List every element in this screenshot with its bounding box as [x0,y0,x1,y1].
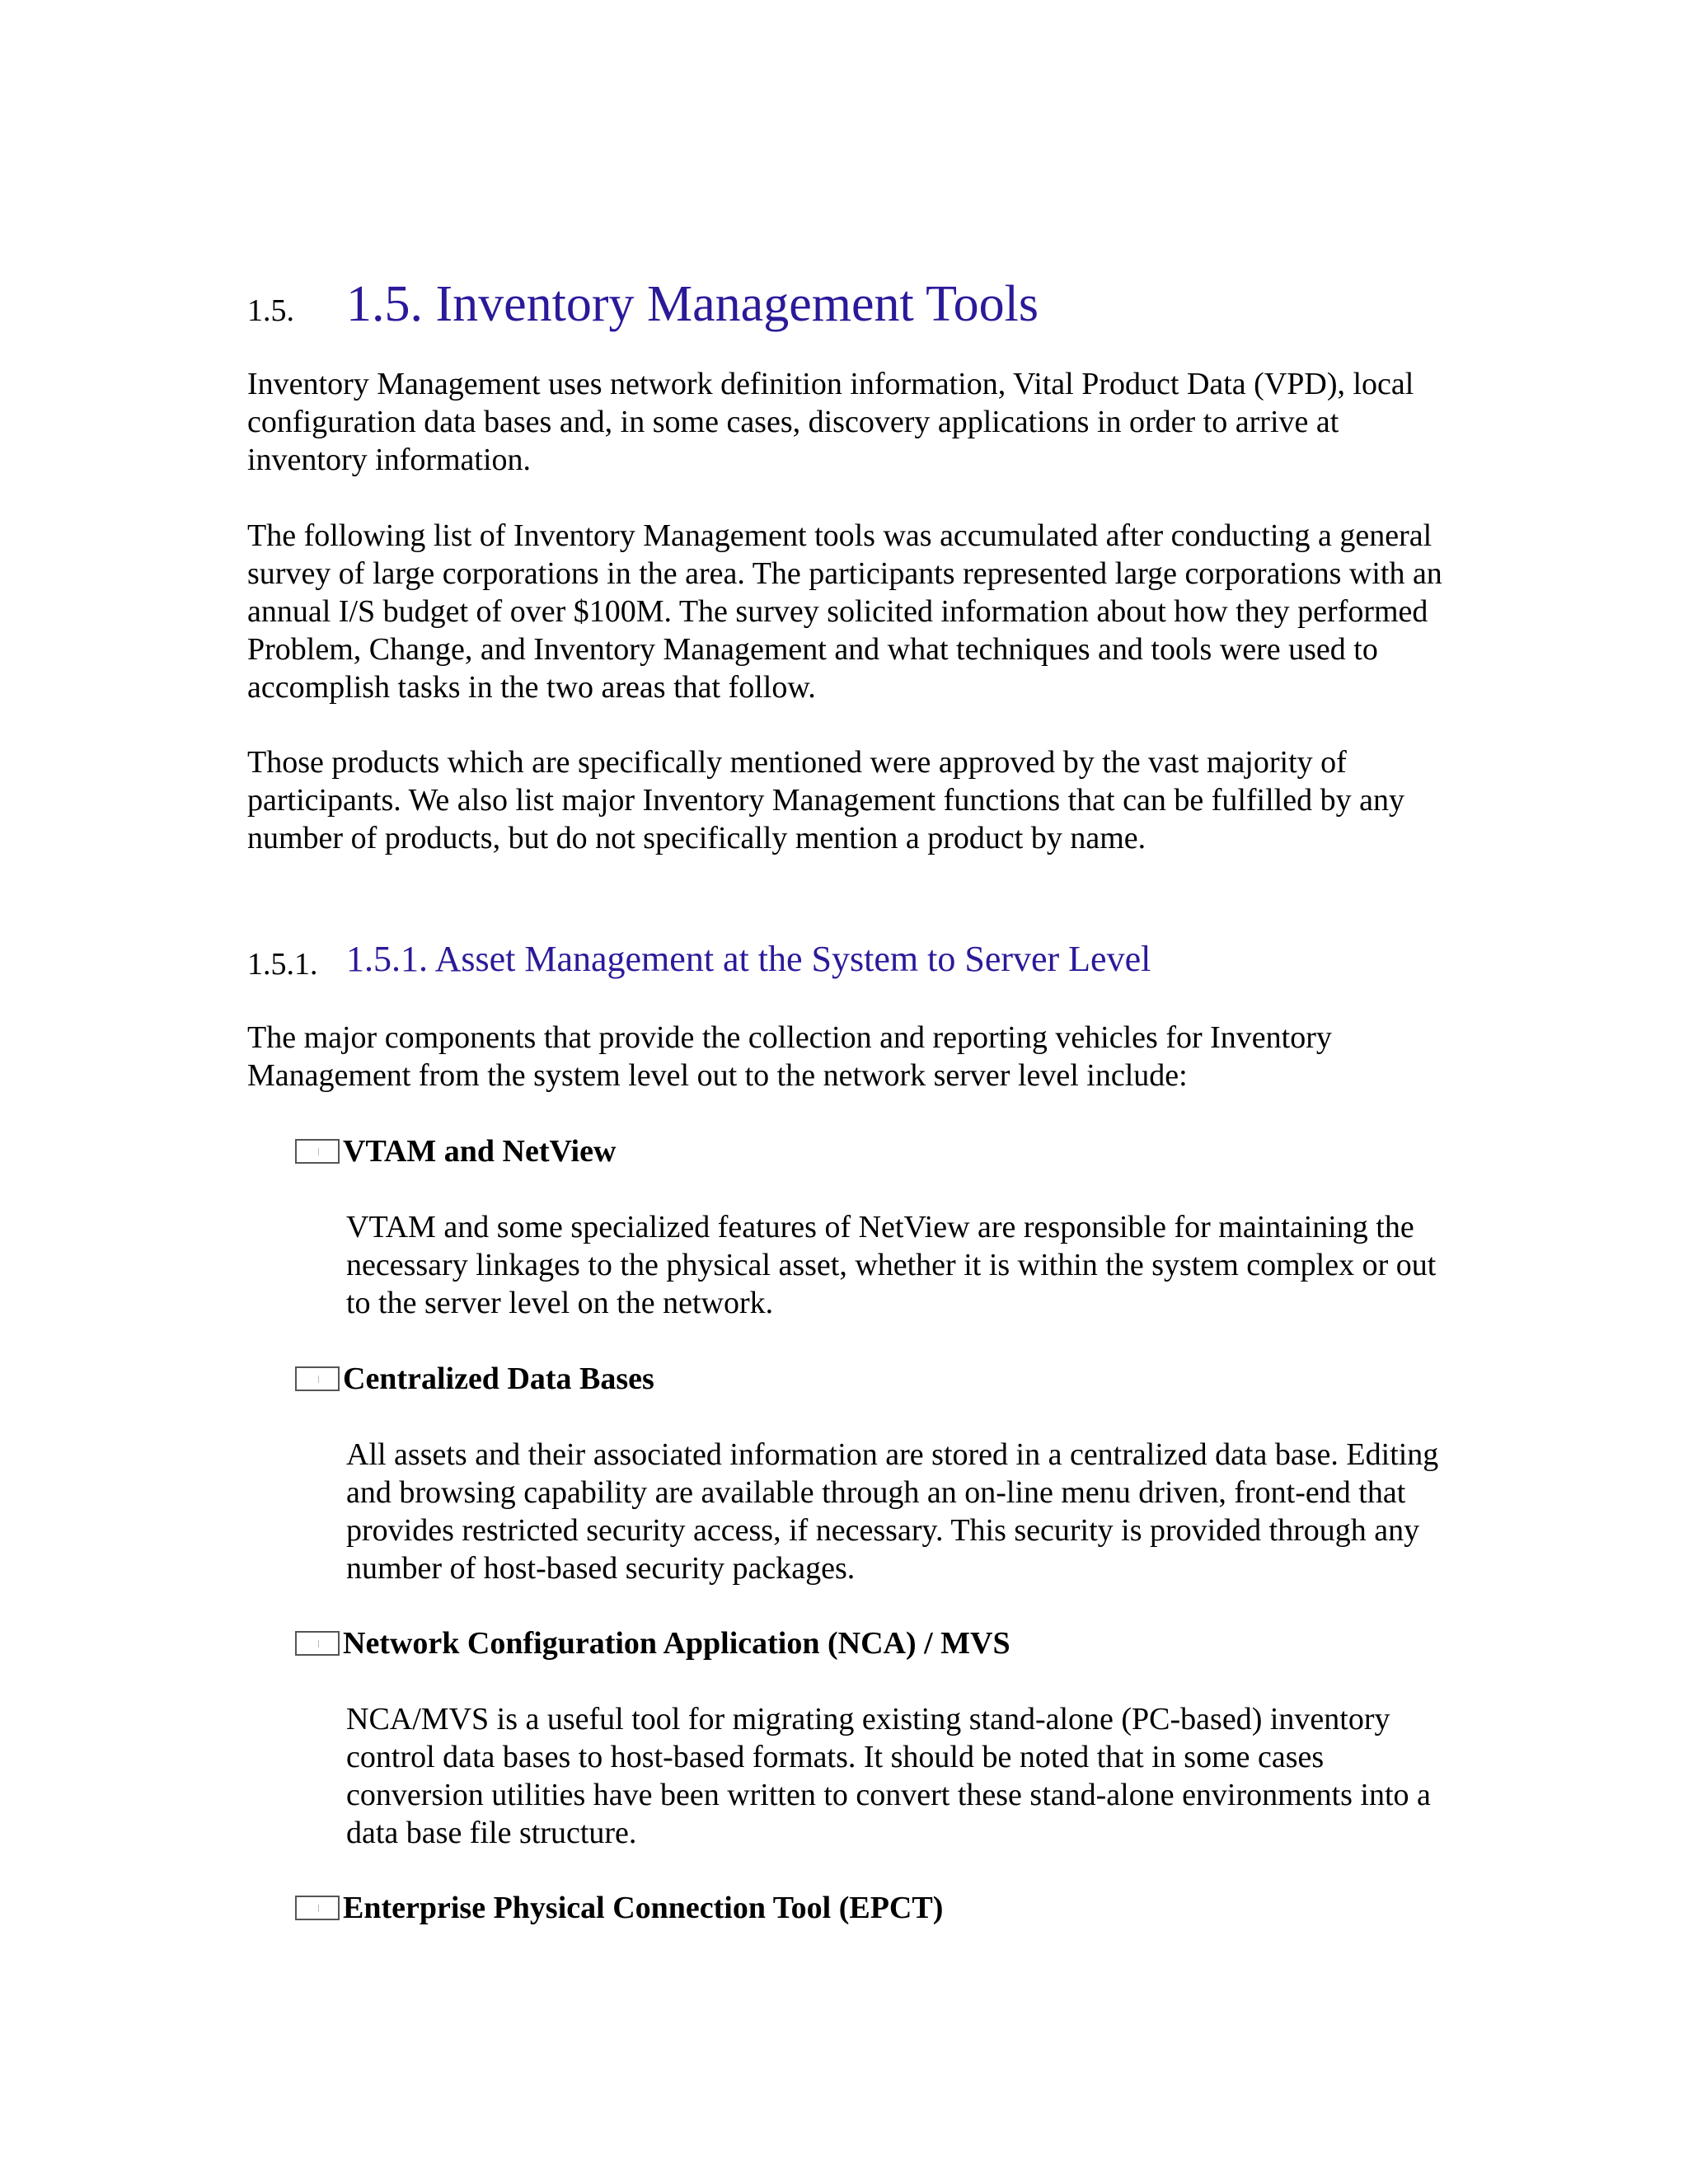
list-item-label: VTAM and NetView [343,1134,617,1169]
section-number-prefix: 1.5. [247,293,294,328]
list-item-text: NCA/MVS is a useful tool for migrating existing stand-alone (PC-based) inventory control data bases to host-based formats. It should be noted that in some cases conversion utilities have been written to convert these stand-alone environments into a data base file structure. [346,1702,1431,1850]
paragraph-survey: The following list of Inventory Management tools was accumulated after conducting a general survey of large corporations in the area. The participants represented large corporations with an annual I/S budget of over $100M. The survey solicited information about how they performed Problem, Change, and Inventory Management and what techniques and tools were used to accomplish tasks in the two areas that follow. [247,518,1442,705]
list-item-label: Centralized Data Bases [343,1361,654,1396]
list-item-nca-mvs [295,1624,1010,1662]
list-item-text: VTAM and some specialized features of NetView are responsible for maintaining the necessary linkages to the physical asset, whether it is within the system complex or out to the server level on the network. [346,1210,1437,1320]
subsection-number-prefix: 1.5.1. [247,947,318,982]
bullet-box-icon [295,1366,340,1391]
list-item-label: Enterprise Physical Connection Tool (EPCT) [343,1891,944,1925]
subsection-title: 1.5.1. Asset Management at the System to Server Level [346,939,1151,979]
bullet-box-icon [295,1139,340,1164]
list-item-centralized-data-bases [295,1360,654,1398]
list-item-vtam-netview [295,1132,616,1170]
paragraph-products: Those products which are specifically mentioned were approved by the vast majority of participants. We also list major Inventory Management functions that can be fulfilled by any number of products, but do not specifically mention a product by name. [247,745,1404,855]
paragraph-intro: Inventory Management uses network definition information, Vital Product Data (VPD), local configuration data bases and, in some cases, discovery applications in order to arrive at inventory information. [247,367,1414,477]
list-item-label: Network Configuration Application (NCA) / MVS [343,1626,1010,1661]
section-title: 1.5. Inventory Management Tools [346,276,1039,332]
paragraph-components-intro: The major components that provide the collection and reporting vehicles for Inventory Management from the system level out to the network server level include: [247,1020,1332,1093]
list-item-epct [295,1889,943,1927]
list-item-text: All assets and their associated information are stored in a centralized data base. Editing and browsing capability are available through an on-line menu driven, front-end that provides restricted security access, if necessary. This security is provided through any number of host-based security packages. [346,1437,1439,1586]
bullet-box-icon [295,1631,340,1656]
bullet-box-icon [295,1896,340,1920]
